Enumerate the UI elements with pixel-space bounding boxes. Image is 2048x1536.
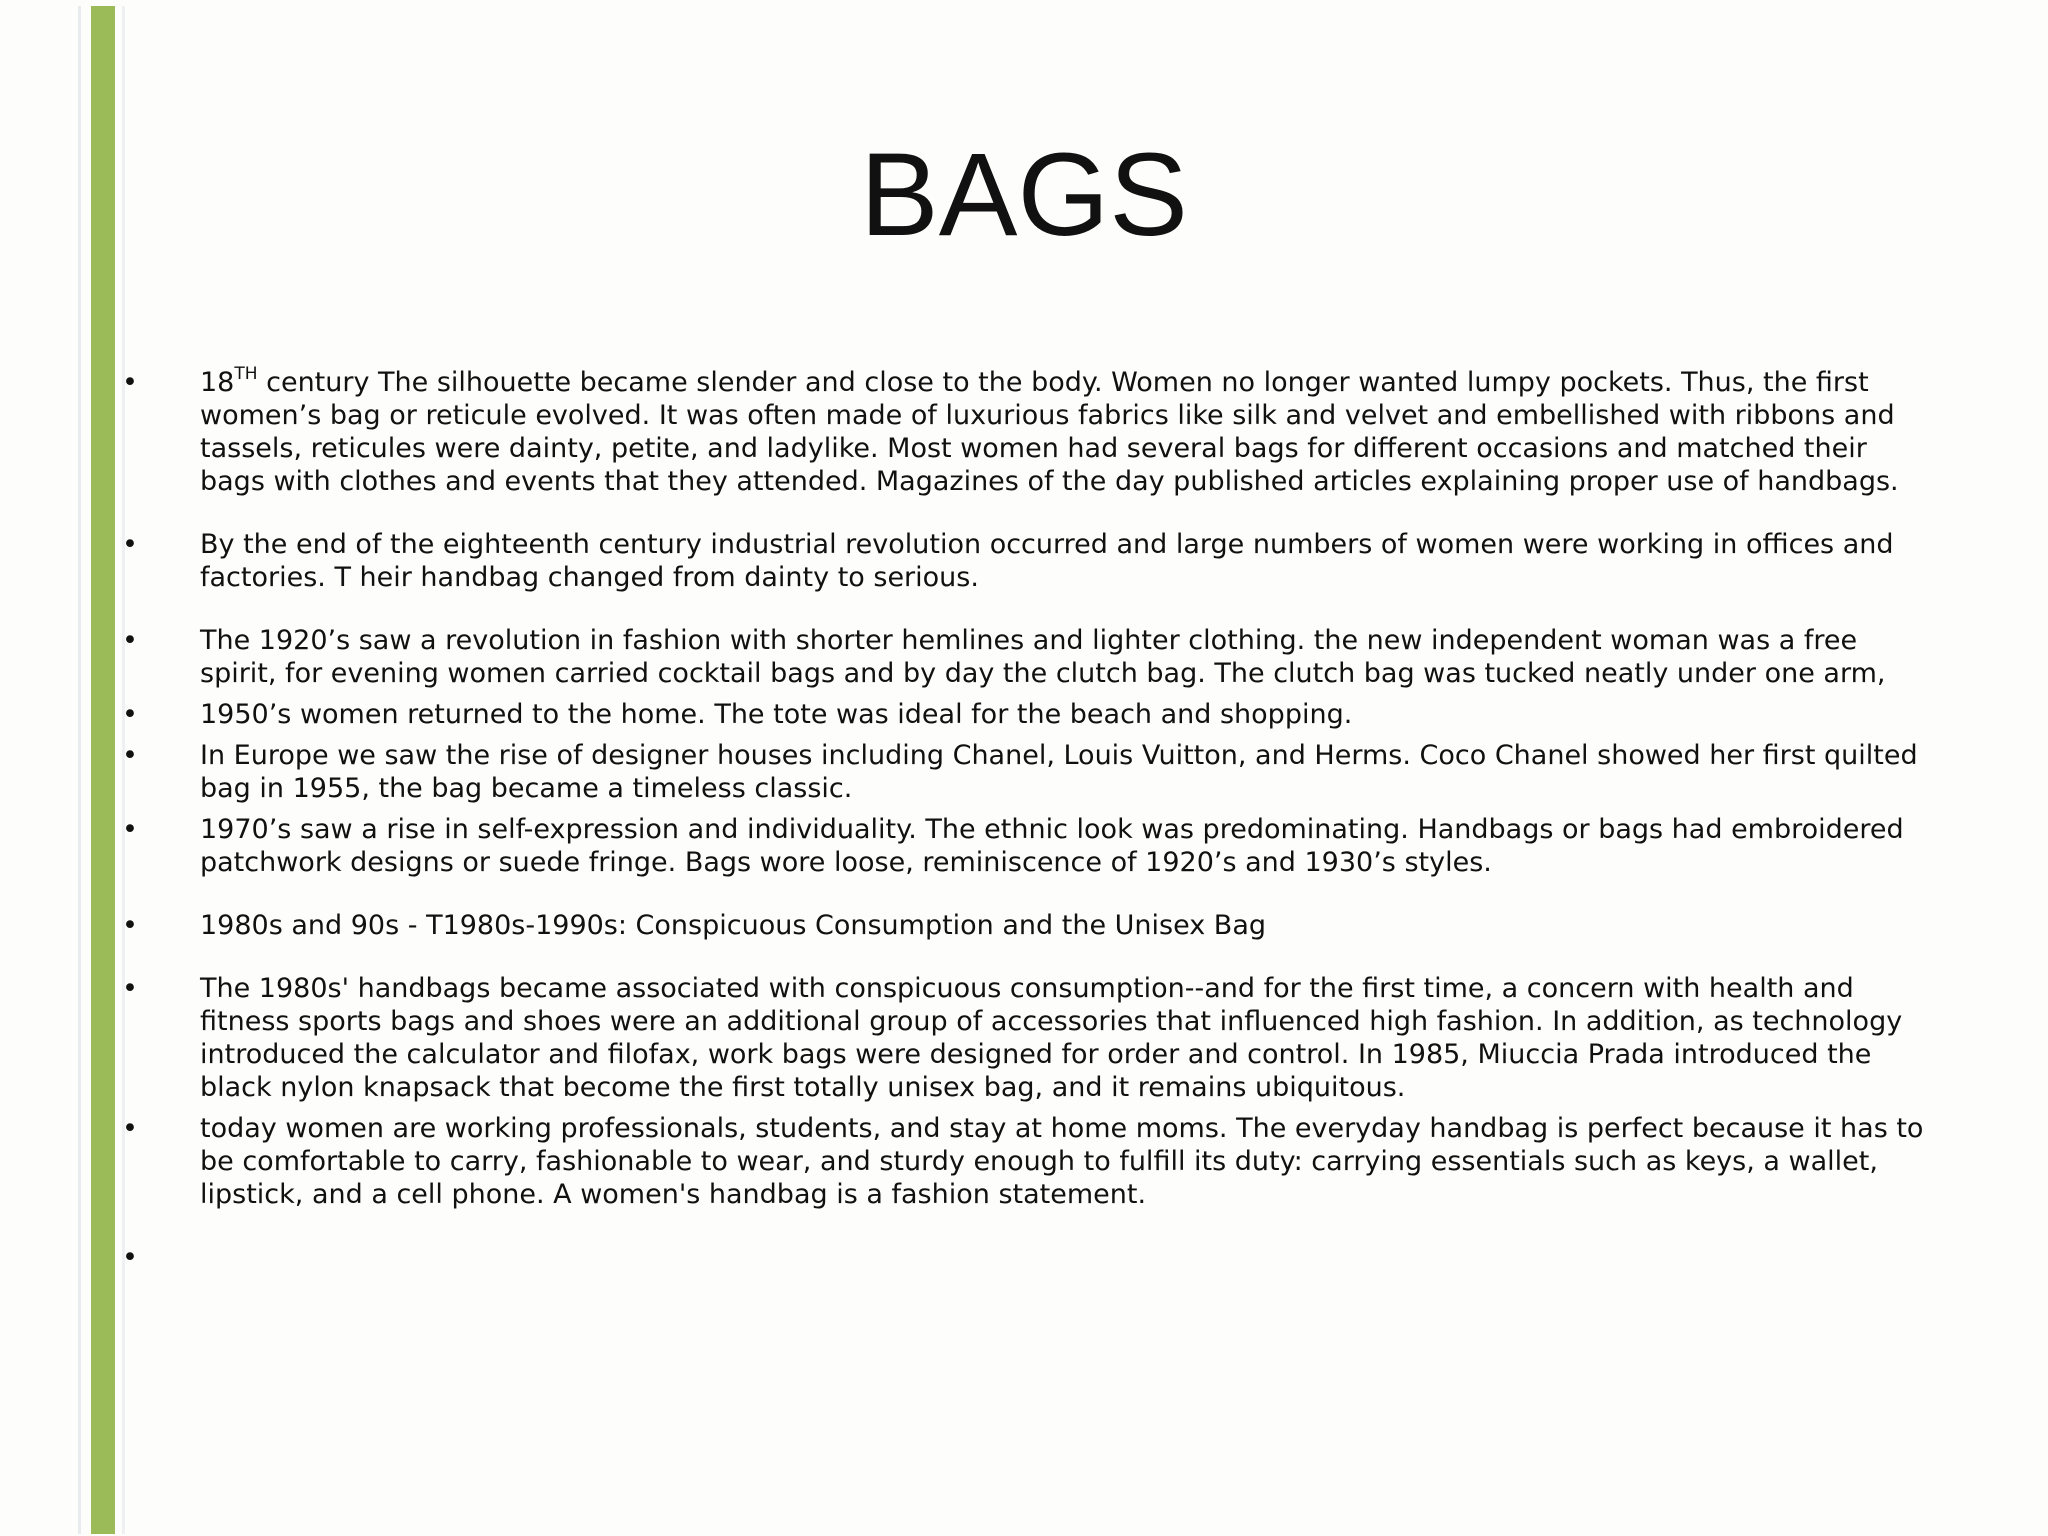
bullet-text: The 1920’s saw a revolution in fashion with shorter hemlines and lighter clothing. the new independent woman was a free spirit, for evening women carried cocktail bags and by day the clutch bag. The clutch bag was tucked neatly under one arm,: [200, 625, 1886, 689]
bullet-text: In Europe we saw the rise of designer houses including Chanel, Louis Vuitton, and Herms. Coco Chanel showed her first quilted bag in 1955, the bag became a timeless classic.: [200, 740, 1918, 804]
bullet-text: By the end of the eighteenth century industrial revolution occurred and large numbers of women were working in offices and factories. T heir handbag changed from dainty to serious.: [200, 529, 1894, 593]
bullet-item: [0, 698, 1930, 731]
bullet-dot: •: [122, 699, 138, 730]
slide-title: BAGS: [860, 129, 1188, 261]
bullet-item: [0, 1112, 1930, 1211]
bullet-list: [0, 364, 2048, 1273]
bullet-item: [0, 972, 1930, 1104]
bullet-item: [0, 528, 1930, 594]
bullet-item: [0, 366, 1930, 498]
bullet-item: [0, 813, 1930, 879]
bullet-text: today women are working professionals, students, and stay at home moms. The everyday handbag is perfect because it has to be comfortable to carry, fashionable to wear, and sturdy enough to fulfill its duty: carrying essentials such as keys, a wallet, lipstick, and a cell phone. A women's handbag is a fashion statement.: [200, 1113, 1924, 1210]
bullet-prefix: 18: [200, 367, 235, 398]
bullet-dot: •: [122, 973, 138, 1004]
bullet-item: [0, 739, 1930, 805]
bullet-dot: •: [122, 1242, 138, 1273]
bullet-dot: •: [122, 1113, 138, 1144]
bullet-dot: •: [122, 367, 138, 398]
bullet-dot: •: [122, 529, 138, 560]
bullet-superscript: TH: [234, 364, 258, 384]
bullet-item: [0, 624, 1930, 690]
bullet-text: 1980s and 90s - T1980s-1990s: Conspicuous Consumption and the Unisex Bag: [200, 910, 1266, 941]
bullet-dot: •: [122, 740, 138, 771]
bullet-dot: •: [122, 910, 138, 941]
bullet-text: 1950’s women returned to the home. The tote was ideal for the beach and shopping.: [200, 699, 1353, 730]
bullet-text: century The silhouette became slender and close to the body. Women no longer wanted lumpy pockets. Thus, the first women’s bag or reticule evolved. It was often made of luxurious fabrics like silk and velvet and embellished with ribbons and tassels, reticules were dainty, petite, and ladylike. Most women had several bags for different occasions and matched their bags with clothes and events that they attended. Magazines of the day published articles explaining proper use of handbags.: [200, 367, 1899, 497]
bullet-dot: •: [122, 814, 138, 845]
bullet-dot: •: [122, 625, 138, 656]
bullet-item: [0, 909, 1930, 942]
bullet-text: 1970’s saw a rise in self-expression and individuality. The ethnic look was predominating. Handbags or bags had embroidered patchwork designs or suede fringe. Bags wore loose, reminiscence of 1920’s and 1930’s styles.: [200, 814, 1904, 878]
bullet-text: The 1980s' handbags became associated with conspicuous consumption--and for the first time, a concern with health and fitness sports bags and shoes were an additional group of accessories that influenced high fashion. In addition, as technology introduced the calculator and filofax, work bags were designed for order and control. In 1985, Miuccia Prada introduced the black nylon knapsack that become the first totally unisex bag, and it remains ubiquitous.: [200, 973, 1903, 1103]
